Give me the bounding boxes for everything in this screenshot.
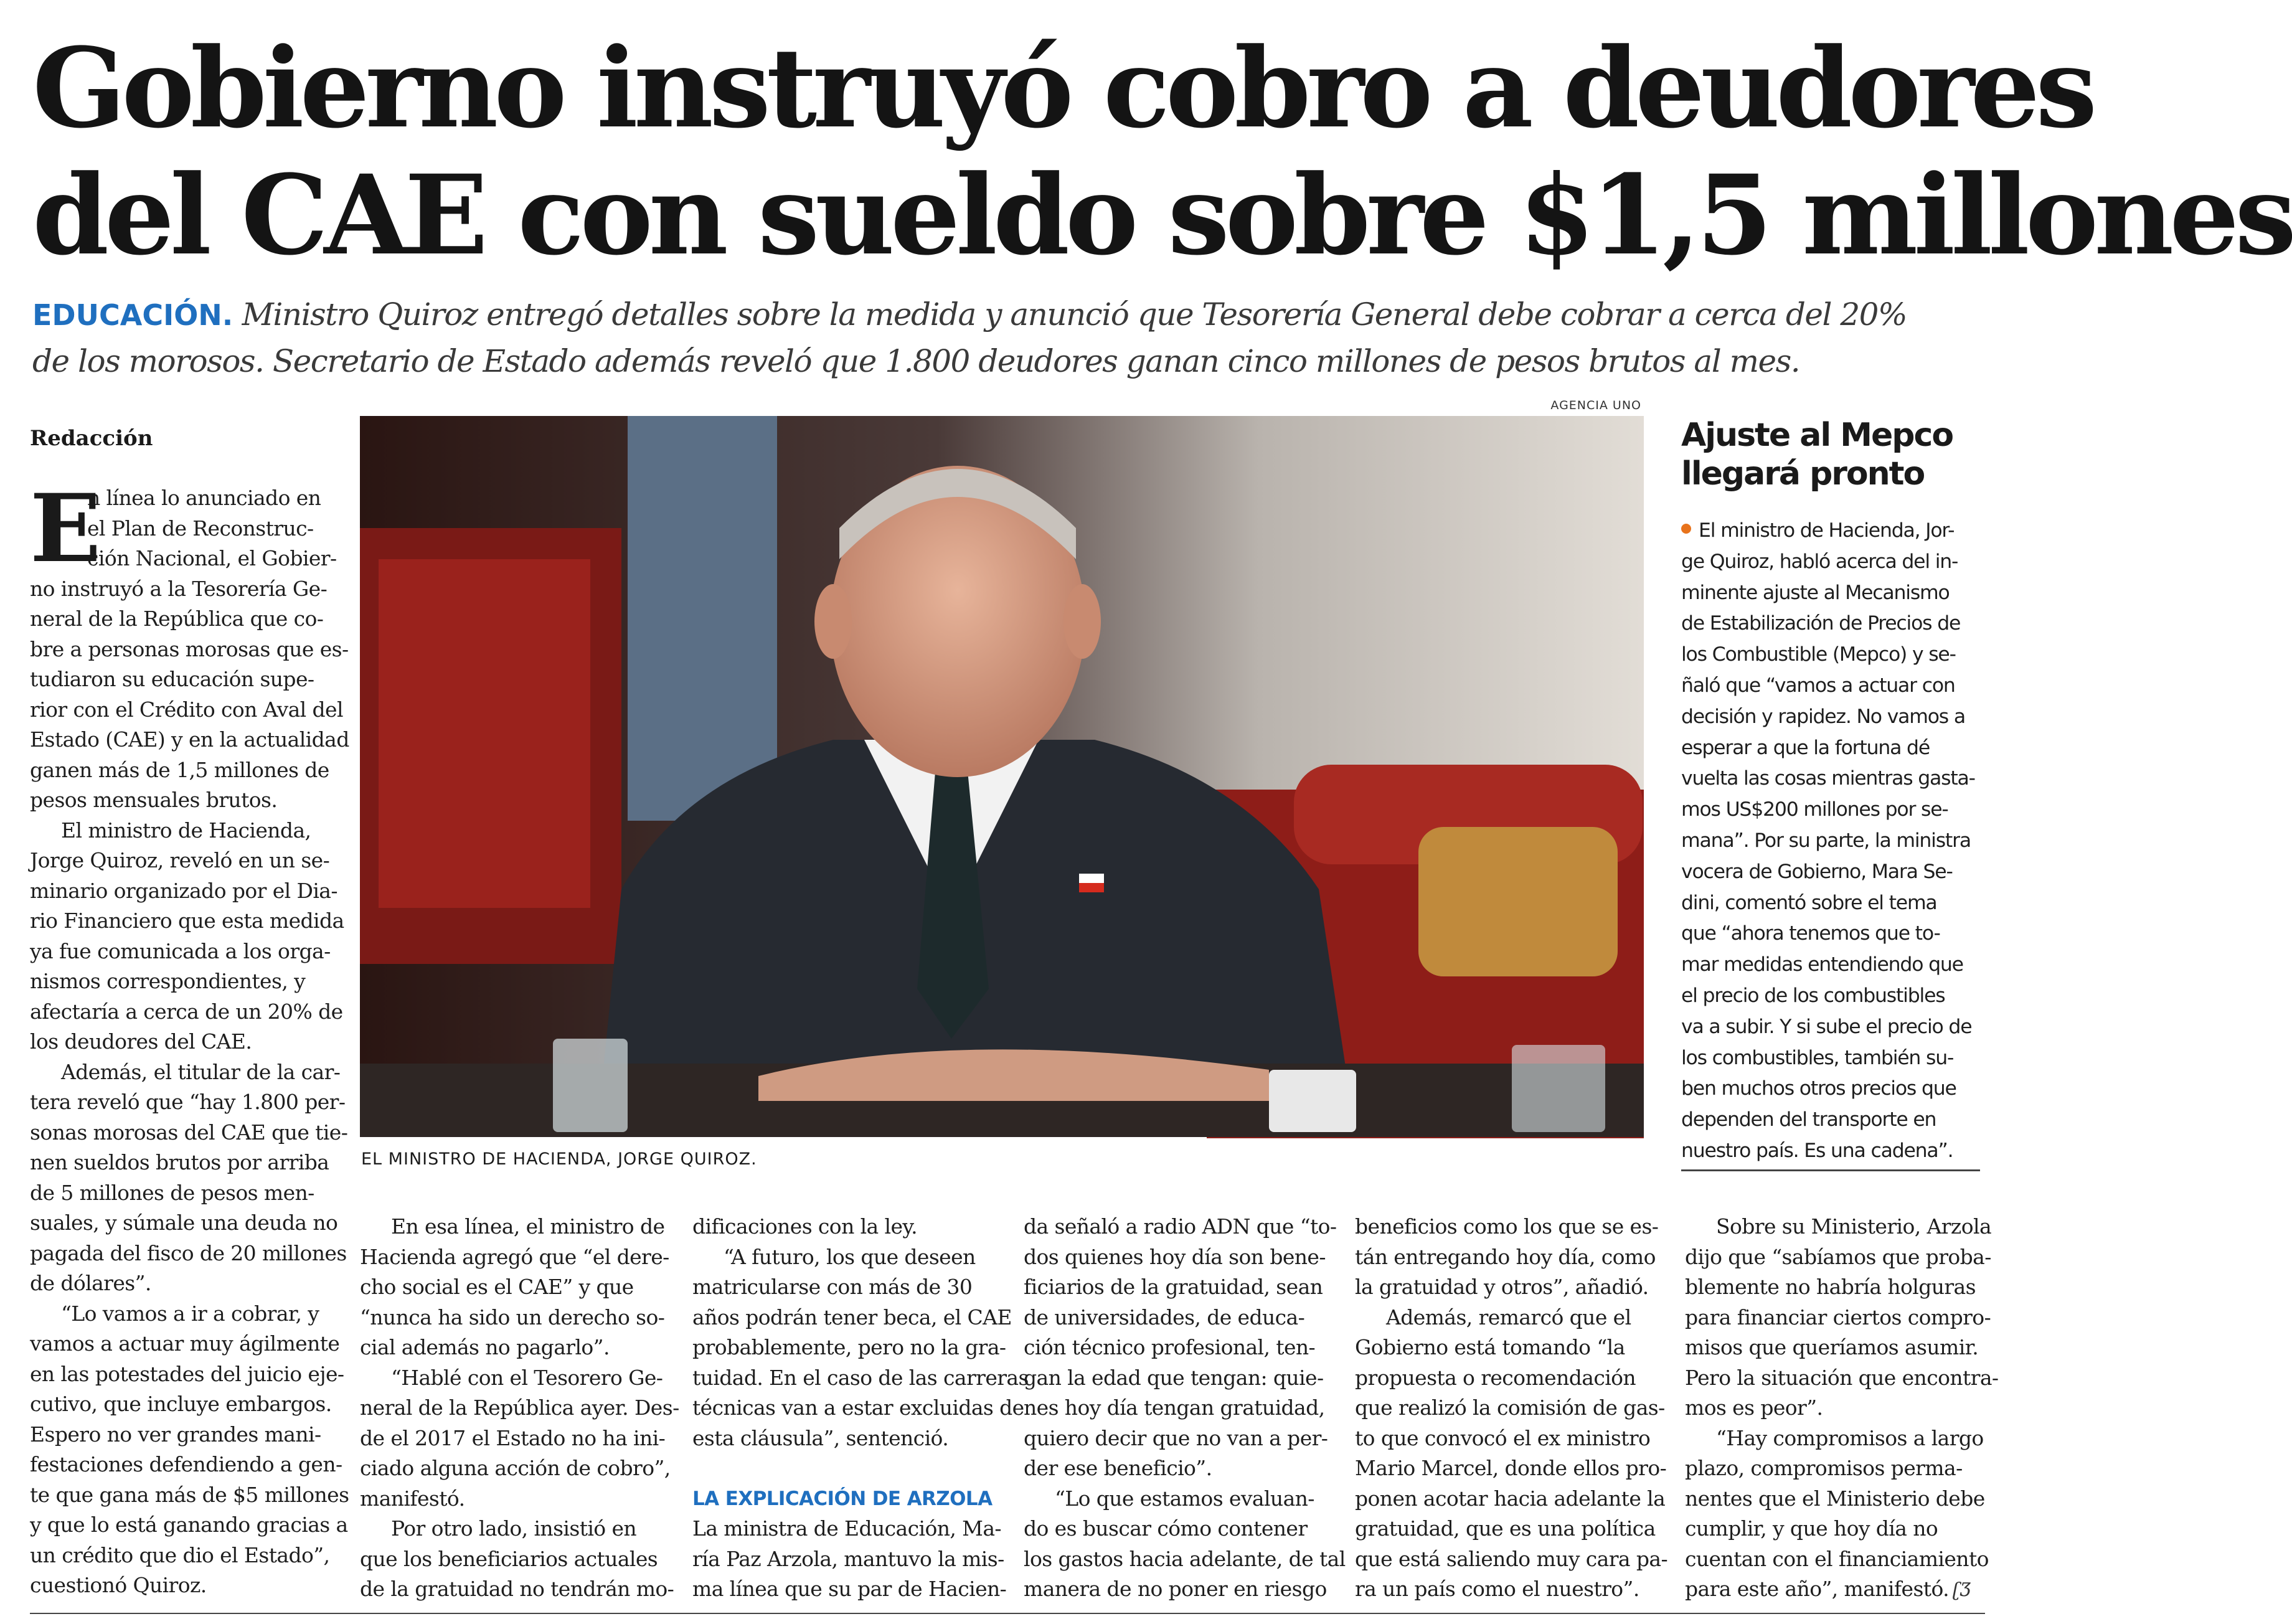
text-line: ría Paz Arzola, mantuvo la mis- (692, 1546, 1004, 1571)
sidebar-line: vocera de Gobierno, Mara Se- (1681, 860, 1953, 883)
text-line: bre a personas morosas que es- (30, 636, 349, 661)
sidebar-line: mar medidas entendiendo que (1681, 953, 1963, 976)
sidebar-line: nuestro país. Es una cadena”. (1681, 1139, 1953, 1162)
text-line: blemente no habría holguras (1685, 1275, 1976, 1299)
text-line: ción técnico profesional, ten- (1024, 1335, 1316, 1359)
drop-cap: E (30, 474, 101, 583)
sidebar-line: mana”. Por su parte, la ministra (1681, 829, 1971, 852)
article-photo (360, 416, 1644, 1137)
text-line: rior con el Crédito con Aval del (30, 697, 343, 722)
text-line: de 5 millones de pesos men- (30, 1180, 314, 1205)
text-line: para financiar ciertos compro- (1685, 1305, 1991, 1329)
text-line: los gastos hacia adelante, de tal (1024, 1546, 1346, 1571)
text-line: gan la edad que tengan: quie- (1024, 1365, 1324, 1390)
text-line: ciado alguna acción de cobro”, (360, 1456, 671, 1480)
text-line: cuestionó Quiroz. (30, 1573, 207, 1597)
article-column-2 (360, 1212, 679, 1605)
text-line (1685, 1574, 1984, 1605)
text-line: afectaría a cerca de un 20% de (30, 999, 343, 1024)
text-line: festaciones defendiendo a gen- (30, 1452, 342, 1476)
text-line: que los beneficiarios actuales (360, 1546, 658, 1571)
deck-line-2: de los morosos. Secretario de Estado además reveló que 1.800 deudores ganan cinco millones de pesos brutos al mes. (32, 343, 1800, 379)
text-line: plazo, compromisos perma- (1685, 1456, 1963, 1480)
text-line: gratuidad, que es una política (1355, 1516, 1656, 1541)
text-line: suales, y súmale una deuda no (30, 1211, 338, 1235)
sidebar-line: vuelta las cosas mientras gasta- (1681, 767, 1975, 790)
photo-credit: AGENCIA UNO (1550, 399, 1641, 412)
text-line: tán entregando hoy día, como (1355, 1244, 1656, 1269)
text-line: Espero no ver grandes mani- (30, 1422, 321, 1447)
text-line: tuidad. En el caso de las carreras (692, 1365, 1029, 1390)
text-line: cumplir, y que hoy día no (1685, 1516, 1938, 1541)
text-line: dificaciones con la ley. (692, 1214, 917, 1239)
sidebar-line: minente ajuste al Mecanismo (1681, 581, 1950, 604)
text-line: dijo que “sabíamos que proba- (1685, 1244, 1991, 1269)
sidebar-title-line: Ajuste al Mepco (1681, 417, 1953, 454)
sidebar-title (1681, 416, 1953, 493)
sidebar-line-text: El ministro de Hacienda, Jor- (1699, 519, 1955, 542)
text-line: te que gana más de $5 millones (30, 1482, 349, 1507)
text-line: minario organizado por el Dia- (30, 878, 337, 903)
deck (32, 291, 1975, 384)
sidebar-line: los Combustible (Mepco) y se- (1681, 643, 1956, 666)
text-line: da señaló a radio ADN que “to- (1024, 1214, 1337, 1239)
sidebar-line: ge Quiroz, habló acerca del in- (1681, 550, 1958, 573)
article-column-6 (1685, 1212, 1999, 1605)
end-mark: ʗƷ (1953, 1579, 1971, 1601)
text-line: cial además no pagarlo”. (360, 1335, 610, 1359)
sidebar-title-line: llegará pronto (1681, 455, 1925, 493)
text-line: que realizó la comisión de gas- (1355, 1395, 1665, 1420)
text-line: Hacienda agregó que “el dere- (360, 1244, 669, 1269)
text-line: nismos correspondientes, y (30, 969, 306, 993)
headline (32, 24, 2292, 280)
headline-line-1: Gobierno instruyó cobro a deudores (32, 24, 2093, 153)
subheading: LA EXPLICACIÓN DE ARZOLA (692, 1487, 993, 1510)
text-line: tudiaron su educación supe- (30, 667, 314, 691)
text-line: años podrán tener beca, el CAE (692, 1305, 1012, 1329)
text-line: vamos a actuar muy ágilmente (30, 1331, 340, 1356)
spacer (692, 1453, 991, 1484)
text-line: esta cláusula”, sentenció. (692, 1425, 949, 1450)
bullet-icon (1681, 524, 1691, 534)
text-line-content: para este año”, manifestó. (1685, 1577, 1950, 1601)
text-line: de la gratuidad no tendrán mo- (360, 1577, 674, 1601)
text-line: pesos mensuales brutos. (30, 788, 278, 812)
sidebar-line: ñaló que “vamos a actuar con (1681, 674, 1955, 697)
text-line: de universidades, de educa- (1024, 1305, 1305, 1329)
text-line: Sobre su Ministerio, Arzola (1716, 1214, 1992, 1239)
text-line: el Plan de Reconstruc- (87, 516, 314, 541)
minister-photo-illustration (360, 416, 1644, 1137)
text-line: Por otro lado, insistió en (391, 1516, 637, 1541)
text-line: nen sueldos brutos por arriba (30, 1150, 329, 1174)
sidebar-line: los combustibles, también su- (1681, 1046, 1954, 1069)
text-line: ra un país como el nuestro”. (1355, 1577, 1639, 1601)
text-line: cho social es el CAE” y que (360, 1275, 634, 1299)
text-line: mos es peor”. (1685, 1395, 1823, 1420)
text-line: ficiarios de la gratuidad, sean (1024, 1275, 1323, 1299)
sidebar-line: dini, comentó sobre el tema (1681, 891, 1937, 914)
text-line: misos que queríamos asumir. (1685, 1335, 1979, 1359)
text-line: neral de la República que co- (30, 607, 324, 631)
article-column-3 (692, 1212, 1029, 1605)
deck-line-1 (32, 291, 1975, 338)
sidebar-line: esperar a que la fortuna dé (1681, 736, 1930, 759)
text-line: “nunca ha sido un derecho so- (360, 1305, 665, 1329)
text-line: la gratuidad y otros”, añadió. (1355, 1275, 1649, 1299)
text-line: en las potestades del juicio eje- (30, 1361, 344, 1386)
text-line: nentes que el Ministerio debe (1685, 1486, 1985, 1511)
text-line: no instruyó a la Tesorería Ge- (30, 576, 328, 601)
sidebar-line (1681, 516, 1975, 547)
text-line: cutivo, que incluye embargos. (30, 1392, 332, 1416)
text-line: “Hablé con el Tesorero Ge- (391, 1365, 663, 1390)
sidebar-body (1681, 516, 1975, 1167)
text-line: ponen acotar hacia adelante la (1355, 1486, 1666, 1511)
article-column-5 (1355, 1212, 1667, 1605)
text-line: n línea lo anunciado en (87, 486, 321, 510)
text-line: los deudores del CAE. (30, 1029, 252, 1054)
sidebar-line: ben muchos otros precios que (1681, 1077, 1956, 1100)
text-line: En esa línea, el ministro de (391, 1214, 665, 1239)
text-line: “Lo vamos a ir a cobrar, y (61, 1301, 319, 1326)
text-line: nes hoy día tengan gratuidad, (1024, 1395, 1325, 1420)
headline-line-2: del CAE con sueldo sobre $1,5 millones (32, 151, 2292, 280)
byline: Redacción (30, 426, 153, 451)
text-line: La ministra de Educación, Ma- (692, 1516, 1001, 1541)
article-column-1 (30, 474, 349, 1601)
text-line: beneficios como los que se es- (1355, 1214, 1659, 1239)
text-line: Estado (CAE) y en la actualidad (30, 727, 349, 752)
text-line: sonas morosas del CAE que tie- (30, 1120, 348, 1145)
text-line: manifestó. (360, 1486, 465, 1511)
text-line: cuentan con el financiamiento (1685, 1546, 1989, 1571)
text-line: “Lo que estamos evaluan- (1055, 1486, 1314, 1511)
sidebar-line: mos US$200 millones por se- (1681, 798, 1948, 821)
text-line: manera de no poner en riesgo (1024, 1577, 1327, 1601)
sidebar-divider (1681, 1169, 1980, 1171)
text-line: quiero decir que no van a per- (1024, 1425, 1328, 1450)
photo-caption: EL MINISTRO DE HACIENDA, JORGE QUIROZ. (361, 1150, 757, 1169)
text-line: un crédito que dio el Estado”, (30, 1542, 330, 1567)
text-line: ganen más de 1,5 millones de (30, 757, 329, 782)
text-line: rio Financiero que esta medida (30, 909, 344, 933)
text-line: Mario Marcel, donde ellos pro- (1355, 1456, 1667, 1480)
text-line: que está saliendo muy cara pa- (1355, 1546, 1667, 1571)
text-line: “A futuro, los que deseen (724, 1244, 976, 1269)
text-line: Pero la situación que encontra- (1685, 1365, 1999, 1390)
sidebar-line: de Estabilización de Precios de (1681, 612, 1961, 635)
sidebar-line: dependen del transporte en (1681, 1108, 1936, 1131)
sidebar-line: el precio de los combustibles (1681, 984, 1945, 1007)
text-line: Jorge Quiroz, reveló en un se- (30, 848, 330, 872)
text-line: de el 2017 el Estado no ha ini- (360, 1425, 666, 1450)
text-line: técnicas van a estar excluidas de (692, 1395, 1024, 1420)
article-column-4 (1024, 1212, 1346, 1605)
text-line: Además, el titular de la car- (61, 1059, 341, 1084)
text-line: y que lo está ganando gracias a (30, 1513, 348, 1537)
text-line: pagada del fisco de 20 millones (30, 1240, 347, 1265)
text-line: to que convocó el ex ministro (1355, 1425, 1651, 1450)
text-line: matricularse con más de 30 (692, 1275, 973, 1299)
section-kicker: EDUCACIÓN. (32, 298, 233, 332)
text-line: de dólares”. (30, 1271, 151, 1295)
text-line: der ese beneficio”. (1024, 1456, 1212, 1480)
text-line: do es buscar cómo contener (1024, 1516, 1308, 1541)
text-line: ma línea que su par de Hacien- (692, 1577, 1007, 1601)
deck-text-1: Ministro Quiroz entregó detalles sobre la medida y anunció que Tesorería General debe cobrar a cerca del 20% (233, 296, 1907, 333)
sidebar-line: decisión y rapidez. No vamos a (1681, 705, 1965, 728)
text-line: dos quienes hoy día son bene- (1024, 1244, 1326, 1269)
text-line: El ministro de Hacienda, (61, 818, 311, 843)
sidebar-line: va a subir. Y si sube el precio de (1681, 1015, 1972, 1038)
text-line: tera reveló que “hay 1.800 per- (30, 1090, 346, 1114)
sidebar-line: que “ahora tenemos que to- (1681, 922, 1940, 945)
text-line: propuesta o recomendación (1355, 1365, 1636, 1390)
text-line: Gobierno está tomando “la (1355, 1335, 1625, 1359)
text-line: probablemente, pero no la gra- (692, 1335, 1006, 1359)
text-line: ción Nacional, el Gobier- (87, 546, 337, 570)
text-line: neral de la República ayer. Des- (360, 1395, 679, 1420)
text-line: ya fue comunicada a los orga- (30, 938, 331, 963)
text-line: “Hay compromisos a largo (1716, 1425, 1984, 1450)
bottom-rule (30, 1613, 1985, 1614)
text-line: Además, remarcó que el (1386, 1305, 1631, 1329)
